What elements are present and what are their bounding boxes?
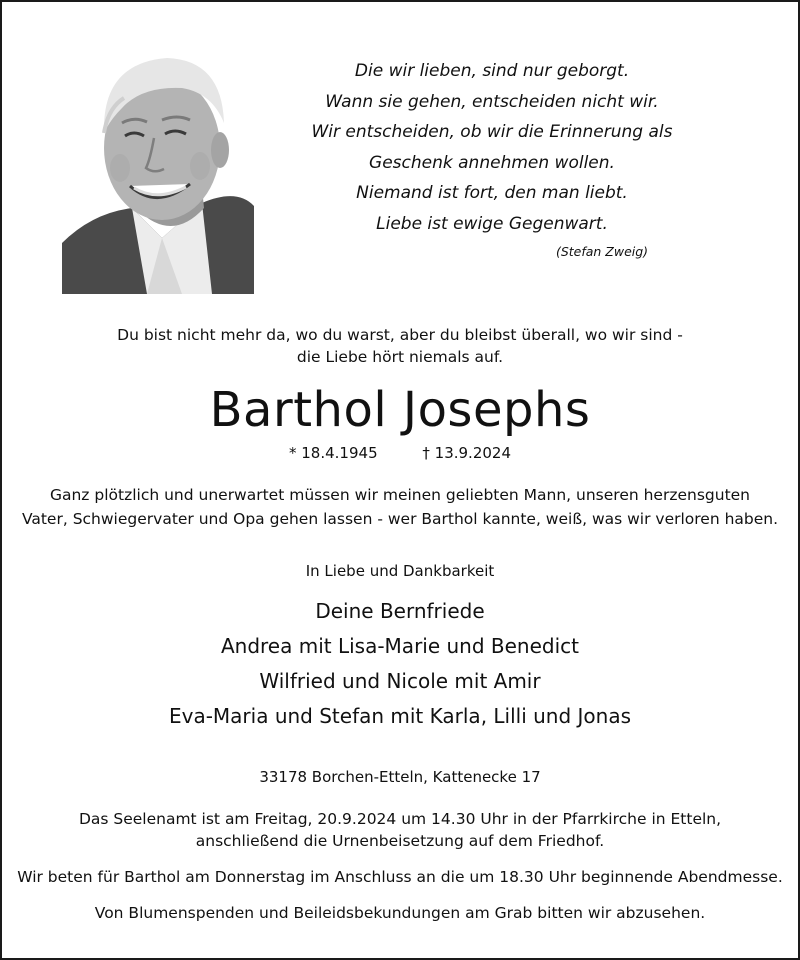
- flowers-note: Von Blumenspenden und Beileidsbekundungen am Grab bitten wir abzusehen.: [94, 904, 706, 922]
- poem-line: Wir entscheiden, ob wir die Erinnerung als: [311, 122, 673, 142]
- motto-line: die Liebe hört niemals auf.: [296, 348, 504, 366]
- family-member: Andrea mit Lisa-Marie und Benedict: [220, 634, 580, 658]
- poem-line: Liebe ist ewige Gegenwart.: [376, 213, 608, 234]
- poem: [302, 56, 682, 239]
- life-dates: [2, 443, 798, 463]
- prayer-info: Wir beten für Barthol am Donnerstag im Anschluss an die um 18.30 Uhr beginnende Abendmesse.: [17, 868, 783, 886]
- family-list: [2, 594, 798, 734]
- family-member: Eva-Maria und Stefan mit Karla, Lilli und Jonas: [168, 704, 632, 728]
- birth-date: * 18.4.1945: [289, 444, 378, 462]
- deceased-name: Barthol Josephs: [209, 382, 591, 438]
- motto: [2, 324, 798, 368]
- death-notice-text: [2, 483, 798, 531]
- poem-author: (Stefan Zweig): [555, 244, 649, 259]
- family-member: Deine Bernfriede: [315, 599, 485, 623]
- service-info: [2, 808, 798, 852]
- poem-line: Niemand ist fort, den man liebt.: [356, 183, 628, 203]
- portrait-image: [62, 38, 254, 294]
- notice-line: Vater, Schwiegervater und Opa gehen lassen - wer Barthol kannte, weiß, was wir verloren haben.: [21, 510, 779, 528]
- poem-line: Wann sie gehen, entscheiden nicht wir.: [325, 91, 659, 112]
- poem-line: Die wir lieben, sind nur geborgt.: [354, 61, 630, 81]
- portrait-photo: [62, 38, 254, 294]
- service-line: Das Seelenamt ist am Freitag, 20.9.2024 um 14.30 Uhr in der Pfarrkirche in Etteln,: [78, 810, 722, 828]
- death-date: † 13.9.2024: [422, 444, 511, 462]
- service-line: anschließend die Urnenbeisetzung auf dem Friedhof.: [195, 832, 605, 850]
- poem-line: Geschenk annehmen wollen.: [369, 152, 615, 173]
- thanks-line: In Liebe und Dankbarkeit: [305, 562, 495, 580]
- motto-line: Du bist nicht mehr da, wo du warst, aber du bleibst überall, wo wir sind -: [117, 326, 683, 344]
- family-member: Wilfried und Nicole mit Amir: [259, 669, 541, 693]
- address: 33178 Borchen-Etteln, Kattenecke 17: [259, 768, 541, 786]
- notice-line: Ganz plötzlich und unerwartet müssen wir meinen geliebten Mann, unseren herzensguten: [49, 486, 751, 504]
